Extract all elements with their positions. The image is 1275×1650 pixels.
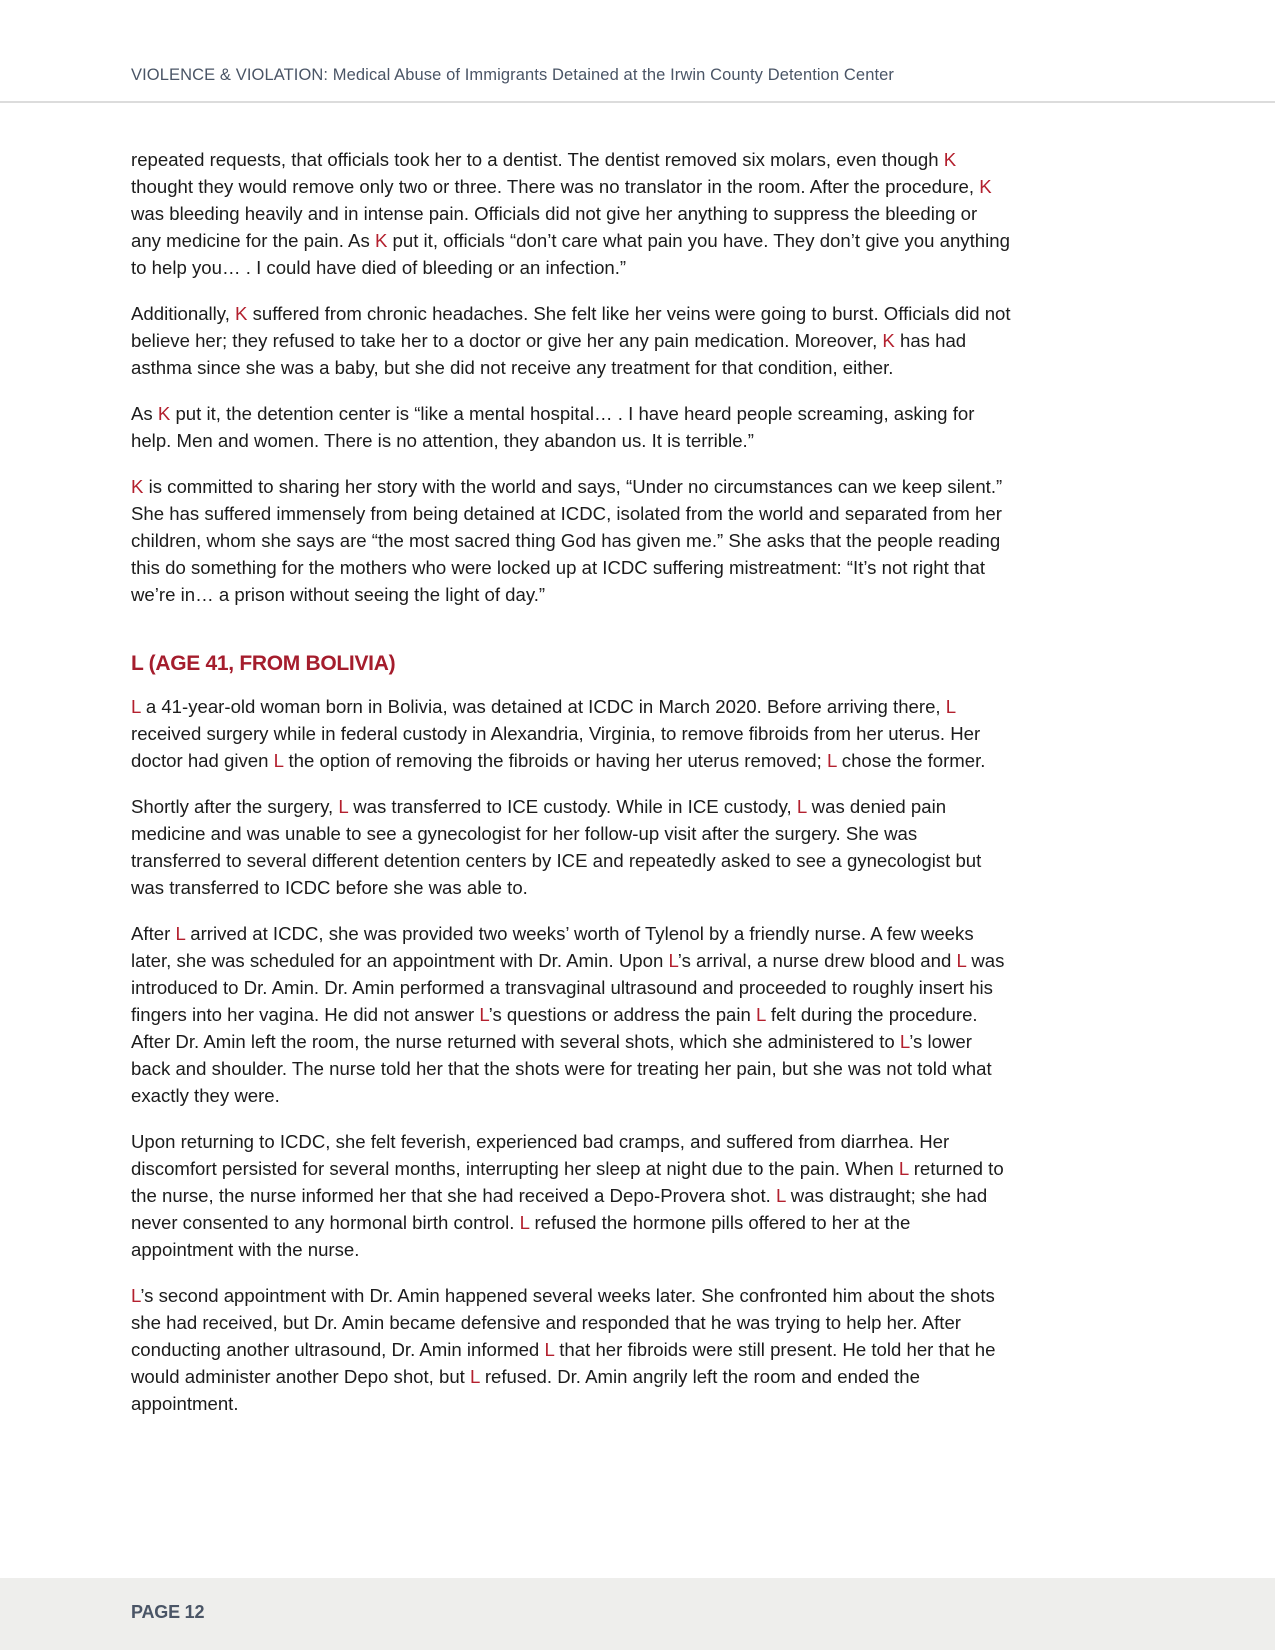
paragraph-text: repeated requests, that officials took her to a dentist. The dentist removed six molars, even though — [131, 149, 944, 170]
body-paragraph — [131, 920, 1011, 1109]
paragraph-text: the option of removing the fibroids or having her uterus removed; — [283, 750, 827, 771]
paragraph-text: Additionally, — [131, 303, 236, 324]
initial-highlight: K — [882, 330, 895, 351]
body-paragraph — [131, 400, 1011, 454]
page-header — [0, 0, 1275, 103]
initial-highlight: K — [979, 176, 992, 197]
paragraph-text: was introduced to Dr. Amin. Dr. Amin performed a transvaginal ultrasound and proceeded to roughly insert his fingers into her vagina. He did not answer — [131, 950, 1005, 1025]
initial-highlight: L — [826, 750, 837, 771]
initial-highlight: L — [175, 923, 186, 944]
section-heading: L (AGE 41, FROM BOLIVIA) — [131, 652, 396, 675]
initial-highlight: L — [945, 696, 956, 717]
paragraph-text: refused. Dr. Amin angrily left the room and ended the appointment. — [131, 1366, 920, 1414]
paragraph-text: put it, the detention center is “like a mental hospital… . I have heard people screaming, asking for help. Men and women. There is no attention, they abandon us. It is terrible.” — [131, 403, 975, 451]
initial-highlight: L — [273, 750, 284, 771]
body-paragraph — [131, 793, 1011, 901]
paragraph-text: As — [131, 403, 158, 424]
initial-highlight: K — [131, 476, 144, 497]
initial-highlight: L — [668, 950, 678, 971]
page-footer — [0, 1578, 1275, 1650]
body-paragraph — [131, 693, 1011, 774]
paragraph-text: Upon returning to ICDC, she felt feverish, experienced bad cramps, and suffered from diarrhea. Her discomfort persisted for several months, interrupting her sleep at night due to the pain. When — [131, 1131, 950, 1179]
paragraph-text: was transferred to ICE custody. While in ICE custody, — [348, 796, 797, 817]
paragraph-text: arrived at ICDC, she was provided two weeks’ worth of Tylenol by a friendly nurse. A few weeks later, she was scheduled for an appointment with Dr. Amin. Upon — [131, 923, 974, 971]
initial-highlight: K — [943, 149, 957, 170]
initial-highlight: L — [775, 1185, 786, 1206]
paragraph-text: returned to the nurse, the nurse informed her that she had received a Depo-Provera shot. — [131, 1158, 1004, 1206]
initial-highlight: L — [131, 696, 141, 717]
k-story-section — [131, 146, 1011, 608]
initial-highlight: L — [898, 1158, 909, 1179]
initial-highlight: L — [131, 1285, 141, 1306]
initial-highlight: K — [374, 230, 388, 251]
paragraph-text: thought they would remove only two or three. There was no translator in the room. After the procedure, — [131, 176, 980, 197]
paragraph-text: ’s arrival, a nurse drew blood and — [677, 950, 957, 971]
initial-highlight: L — [544, 1339, 555, 1360]
paragraph-text: put it, officials “don’t care what pain you have. They don’t give you anything to help you… . I could have died of bleeding or an infection.” — [131, 230, 1010, 278]
paragraph-text: was denied pain medicine and was unable to see a gynecologist for her follow-up visit after the surgery. She was transferred to several different detention centers by ICE and repeatedly asked to see a gynecologist but was transferred to ICDC before she was able to. — [131, 796, 982, 898]
paragraph-text: suffered from chronic headaches. She felt like her veins were going to burst. Officials did not believe her; they refused to take her to a doctor or give her any pain medication. Moreover, — [131, 303, 1011, 351]
paragraph-text: ’s lower back and shoulder. The nurse told her that the shots were for treating her pain, but she was not told what exactly they were. — [131, 1031, 992, 1106]
body-paragraph — [131, 1128, 1011, 1263]
body-paragraph — [131, 146, 1011, 281]
paragraph-text: has had asthma since she was a baby, but she did not receive any treatment for that condition, either. — [131, 330, 967, 378]
initial-highlight: L — [756, 1004, 766, 1025]
paragraph-text: ’s questions or address the pain — [488, 1004, 757, 1025]
initial-highlight: K — [157, 403, 171, 424]
l-story-section — [131, 693, 1011, 1417]
paragraph-text: felt during the procedure. After Dr. Amin left the room, the nurse returned with several shots, which she administered to — [131, 1004, 978, 1052]
paragraph-text: received surgery while in federal custody in Alexandria, Virginia, to remove fibroids from her uterus. Her doctor had given — [131, 723, 981, 771]
initial-highlight: L — [479, 1004, 489, 1025]
paragraph-text: After — [131, 923, 176, 944]
page-number: PAGE 12 — [131, 1602, 205, 1622]
paragraph-text: was bleeding heavily and in intense pain. Officials did not give her anything to suppress the bleeding or any medicine for the pain. As — [131, 203, 978, 251]
paragraph-text: is committed to sharing her story with the world and says, “Under no circumstances can we keep silent.” She has suffered immensely from being detained at ICDC, isolated from the world and separated from her children, whom she says are “the most sacred thing God has given me.” She asks that the people reading this do something for the mothers who were locked up at ICDC suffering mistreatment: “It’s not right that we’re in… a prison without seeing the light of day.” — [131, 476, 1003, 605]
initial-highlight: L — [796, 796, 807, 817]
body-paragraph — [131, 300, 1011, 381]
paragraph-text: Shortly after the surgery, — [131, 796, 339, 817]
paragraph-text: was distraught; she had never consented to any hormonal birth control. — [131, 1185, 988, 1233]
initial-highlight: L — [519, 1212, 530, 1233]
initial-highlight: L — [470, 1366, 480, 1387]
paragraph-text: chose the former. — [836, 750, 986, 771]
paragraph-text: ’s second appointment with Dr. Amin happened several weeks later. She confronted him about the shots she had received, but Dr. Amin became defensive and responded that he was trying to help her. After conducting another ultrasound, Dr. Amin informed — [131, 1285, 995, 1360]
page-content — [131, 146, 1011, 1436]
paragraph-text: that her fibroids were still present. He told her that he would administer another Depo shot, but — [131, 1339, 996, 1387]
initial-highlight: L — [899, 1031, 910, 1052]
initial-highlight: L — [338, 796, 349, 817]
body-paragraph — [131, 473, 1011, 608]
report-title: VIOLENCE & VIOLATION: Medical Abuse of Immigrants Detained at the Irwin County Detention Center — [131, 66, 895, 84]
initial-highlight: K — [235, 303, 248, 324]
paragraph-text: a 41-year-old woman born in Bolivia, was detained at ICDC in March 2020. Before arriving there, — [140, 696, 946, 717]
initial-highlight: L — [956, 950, 967, 971]
paragraph-text: refused the hormone pills offered to her at the appointment with the nurse. — [131, 1212, 911, 1260]
body-paragraph — [131, 1282, 1011, 1417]
